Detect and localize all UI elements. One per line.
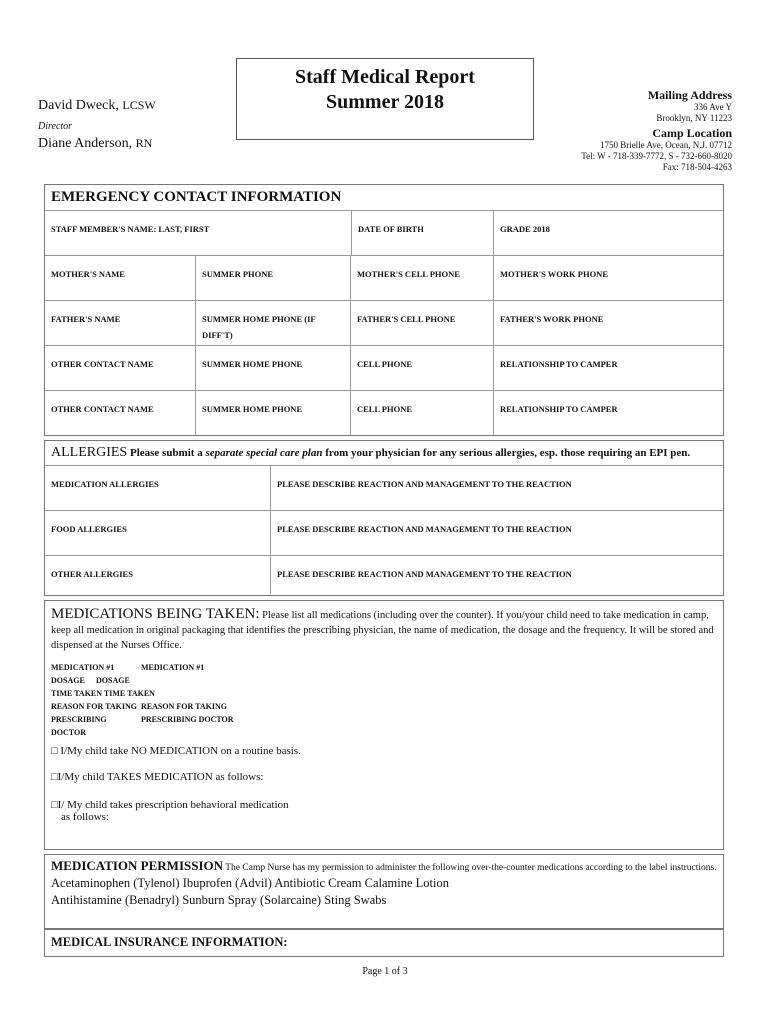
table-row <box>45 390 723 435</box>
dosage-1-field[interactable]: DOSAGE <box>51 676 85 685</box>
allergies-note-emphasis: separate special care plan <box>205 447 323 459</box>
mailing-line: Brooklyn, NY 11223 <box>656 113 732 123</box>
summer-phone-field[interactable]: SUMMER PHONE <box>195 256 350 300</box>
allergies-heading: ALLERGIES <box>51 445 128 460</box>
mother-work-field[interactable]: MOTHER'S WORK PHONE <box>493 256 723 300</box>
allergies-header <box>45 441 723 465</box>
staff-line-2 <box>38 136 152 152</box>
permission-heading: MEDICATION PERMISSION <box>51 858 224 873</box>
report-title: Staff Medical Report <box>295 66 475 88</box>
mother-name-field[interactable]: MOTHER'S NAME <box>51 269 125 279</box>
reason-row <box>51 700 717 713</box>
father-work-field[interactable]: FATHER'S WORK PHONE <box>493 301 723 345</box>
mailing-line: 336 Ave Y <box>694 102 732 112</box>
medication-2-field[interactable]: MEDICATION #1 <box>141 663 205 672</box>
otc-list-line: Antihistamine (Benadryl) Sunburn Spray (Solarcaine) Sting Swabs <box>51 893 387 907</box>
permission-text: The Camp Nurse has my permission to administer the following over-the-counter medications according to the label instructions. <box>225 863 717 873</box>
table-row <box>45 210 723 255</box>
time-taken-field[interactable]: TIME TAKEN TIME TAKEN <box>51 689 155 698</box>
reaction-field[interactable]: PLEASE DESCRIBE REACTION AND MANAGEMENT TO THE REACTION <box>270 466 723 510</box>
father-name-field[interactable]: FATHER'S NAME <box>51 314 121 324</box>
insurance-heading: MEDICAL INSURANCE INFORMATION: <box>51 935 288 949</box>
medications-heading: MEDICATIONS BEING TAKEN: <box>51 606 260 622</box>
table-row <box>45 345 723 390</box>
other-home-phone-field[interactable]: SUMMER HOME PHONE <box>195 391 350 435</box>
medication-allergies-field[interactable]: MEDICATION ALLERGIES <box>51 479 159 489</box>
camp-line: Fax: 718-504-4263 <box>662 162 732 172</box>
behavioral-medication-text: as follows: <box>61 811 109 823</box>
camp-line: 1750 Brielle Ave, Ocean, N.J. 07712 <box>599 140 732 150</box>
reaction-field[interactable]: PLEASE DESCRIBE REACTION AND MANAGEMENT TO THE REACTION <box>270 511 723 555</box>
dob-field[interactable]: DATE OF BIRTH <box>351 211 493 255</box>
doctor-row <box>51 713 717 739</box>
other-cell-field[interactable]: CELL PHONE <box>350 391 493 435</box>
medications-text: Please list all medications (including over the counter). If you/your child need to take medication in camp, keep all medication in original packaging that identifies the prescribing physician, the name of medication, the dosage and the frequency. It will be stored and dispensed at the Nurses Office. <box>51 610 714 651</box>
doctor-1-field[interactable]: PRESCRIBING DOCTOR <box>51 715 107 737</box>
page-number: Page 1 of 3 <box>362 966 408 977</box>
director-credential: LCSW <box>122 98 156 112</box>
reason-2-field[interactable]: REASON FOR TAKING <box>141 702 227 711</box>
table-row <box>45 510 723 555</box>
mailing-heading: Mailing Address <box>647 88 732 102</box>
other-home-phone-field[interactable]: SUMMER HOME PHONE <box>195 346 350 390</box>
other-contact-field[interactable]: OTHER CONTACT NAME <box>51 359 154 369</box>
address-block <box>581 88 732 173</box>
no-medication-checkbox[interactable]: □ I/My child take NO MEDICATION on a routine basis. <box>51 745 301 757</box>
table-row <box>45 465 723 510</box>
otc-list-line: Acetaminophen (Tylenol) Ibuprofen (Advil) Antibiotic Cream Calamine Lotion <box>51 876 449 890</box>
permission-section <box>44 854 724 929</box>
other-cell-field[interactable]: CELL PHONE <box>350 346 493 390</box>
medications-section <box>44 600 724 850</box>
director-role: Director <box>38 121 73 132</box>
mother-cell-field[interactable]: MOTHER'S CELL PHONE <box>350 256 493 300</box>
father-cell-field[interactable]: FATHER'S CELL PHONE <box>350 301 493 345</box>
relationship-field[interactable]: RELATIONSHIP TO CAMPER <box>493 391 723 435</box>
other-allergies-field[interactable]: OTHER ALLERGIES <box>51 569 133 579</box>
allergies-section <box>44 440 724 596</box>
takes-medication-checkbox[interactable]: □I/My child TAKES MEDICATION as follows: <box>51 771 264 783</box>
allergies-note: Please submit a <box>129 447 203 459</box>
director-name: David Dweck, <box>38 98 119 113</box>
emergency-section <box>44 184 724 436</box>
reaction-field[interactable]: PLEASE DESCRIBE REACTION AND MANAGEMENT TO THE REACTION <box>270 556 723 594</box>
camp-heading: Camp Location <box>652 126 732 140</box>
camp-line: Tel: W - 718-339-7772, S - 732-660-8020 <box>581 151 732 161</box>
table-row <box>45 255 723 300</box>
permission-intro <box>45 855 723 875</box>
emergency-heading: EMERGENCY CONTACT INFORMATION <box>51 189 342 205</box>
table-row <box>45 555 723 594</box>
medication-row <box>51 661 717 674</box>
reason-1-field[interactable]: REASON FOR TAKING <box>51 702 137 711</box>
nurse-name: Diane Anderson, <box>38 136 133 151</box>
report-subtitle: Summer 2018 <box>326 91 444 113</box>
title-box <box>236 58 534 140</box>
allergies-note: from your physician for any serious allergies, esp. those requiring an EPI pen. <box>325 447 691 459</box>
doctor-2-field[interactable]: PRESCRIBING DOCTOR <box>141 715 234 724</box>
staff-line-1 <box>38 98 156 114</box>
nurse-credential: RN <box>135 136 153 150</box>
behavioral-medication-checkbox[interactable]: □I/ My child takes prescription behavioral medication <box>51 799 289 811</box>
grade-field[interactable]: GRADE 2018 <box>493 211 723 255</box>
medication-1-field[interactable]: MEDICATION #1 <box>51 663 115 672</box>
relationship-field[interactable]: RELATIONSHIP TO CAMPER <box>493 346 723 390</box>
table-row <box>45 300 723 345</box>
medications-intro <box>45 601 723 653</box>
dosage-2-field[interactable]: DOSAGE <box>96 676 130 685</box>
insurance-section <box>44 929 724 957</box>
dosage-row <box>51 674 717 687</box>
staff-name-field[interactable]: STAFF MEMBER'S NAME: LAST, FIRST <box>51 224 210 234</box>
summer-home-phone-field[interactable]: SUMMER HOME PHONE (IF DIFF'T) <box>195 301 350 345</box>
food-allergies-field[interactable]: FOOD ALLERGIES <box>51 524 127 534</box>
medication-fields <box>45 653 723 739</box>
other-contact-field[interactable]: OTHER CONTACT NAME <box>51 404 154 414</box>
